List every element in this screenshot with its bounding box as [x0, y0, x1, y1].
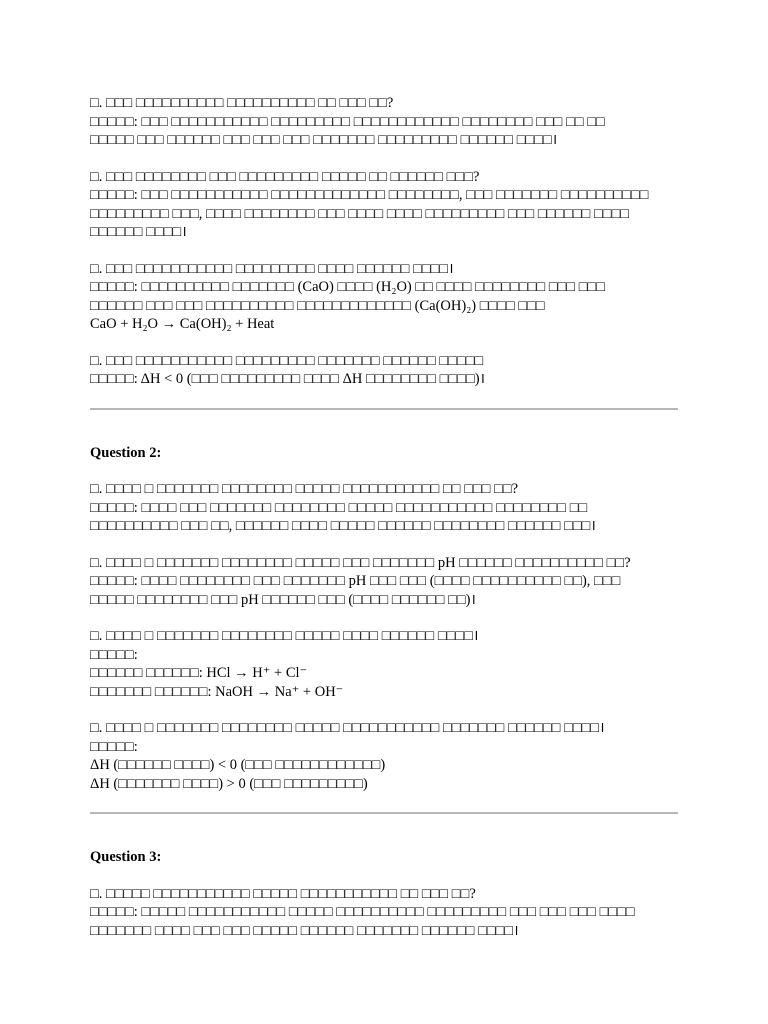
- answer-line: □□□□□: □□□□ □□□ □□□□□□□ □□□□□□□□ □□□□□ □□□□□□□□□□□ □□□□□□□□ □□: [90, 499, 588, 516]
- answer-line: □□□□□: □□□□□□□□□□ □□□□□□□ (CaO) □□□□ (H₂O) □□ □□□□ □□□□□□□□ □□□ □□□: [90, 279, 606, 295]
- section-1: [90, 94, 678, 389]
- question-3-1: [90, 885, 678, 941]
- answer-line: □□□□□:: [90, 646, 138, 663]
- section-heading: Question 2:: [90, 444, 162, 461]
- question-text: □. □□□ □□□□□□□□ □□□ □□□□□□□□□ □□□□□ □□ □□□□□□ □□□?: [90, 168, 480, 185]
- question-text: □. □□□□ □ □□□□□□□ □□□□□□□□ □□□□□ □□□ □□□□□□□ pH □□□□□□ □□□□□□□□□□ □□?: [90, 554, 631, 571]
- question-text: □. □□□ □□□□□□□□□□□ □□□□□□□□□ □□□□□□□ □□□□□□ □□□□□: [90, 352, 484, 369]
- question-text: □. □□□□ □ □□□□□□□ □□□□□□□□ □□□□□ □□□□□□□□□□□ □□ □□□ □□?: [90, 481, 519, 497]
- answer-line: □□□□□□□ □□□□ □□□ □□□ □□□□□ □□□□□□ □□□□□□□ □□□□□□ □□□□।: [90, 922, 519, 939]
- question-text: □. □□□□□ □□□□□□□□□□□ □□□□□ □□□□□□□□□□□ □□ □□□ □□?: [90, 885, 476, 902]
- chemical-equation: □□□□□□□ □□□□□□: NaOH → Na⁺ + OH⁻: [90, 683, 344, 700]
- section-2: [90, 444, 678, 794]
- chemical-equation: CaO + H₂O → Ca(OH)₂ + Heat: [90, 316, 275, 332]
- question-text: □. □□□□ □ □□□□□□□ □□□□□□□□ □□□□□ □□□□ □□□□□□ □□□□।: [90, 628, 479, 644]
- answer-line: □□□□□: ΔH < 0 (□□□ □□□□□□□□□ □□□□ ΔH □□□□□□□□ □□□□)।: [90, 371, 486, 387]
- question-2-3: [90, 627, 678, 701]
- answer-line: □□□□□: □□□ □□□□□□□□□□□ □□□□□□□□□ □□□□□□□□□□□□ □□□□□□□□ □□□ □□ □□: [90, 113, 605, 130]
- question-2-1: [90, 480, 678, 536]
- enthalpy-line: ΔH (□□□□□□□ □□□□) > 0 (□□□ □□□□□□□□□): [90, 775, 368, 792]
- answer-line: □□□□□□ □□□□।: [90, 224, 187, 240]
- answer-line: □□□□□ □□□ □□□□□□ □□□ □□□ □□□ □□□□□□□ □□□□□□□□□ □□□□□□ □□□□।: [90, 132, 558, 148]
- question-1-1: [90, 94, 678, 150]
- question-2-2: [90, 554, 678, 610]
- section-divider: [90, 812, 678, 814]
- answer-line: □□□□□□□□□ □□□, □□□□ □□□□□□□□ □□□ □□□□ □□□□ □□□□□□□□□ □□□ □□□□□□ □□□□: [90, 205, 630, 222]
- section-3: [90, 848, 678, 940]
- answer-line: □□□□□□□□□□ □□□ □□, □□□□□□ □□□□ □□□□□ □□□□□□ □□□□□□□□ □□□□□□ □□□।: [90, 518, 596, 534]
- enthalpy-line: ΔH (□□□□□□ □□□□) < 0 (□□□ □□□□□□□□□□□□): [90, 757, 386, 773]
- question-2-4: [90, 719, 678, 793]
- section-divider: [90, 408, 678, 410]
- question-1-3: [90, 260, 678, 334]
- answer-line: □□□□□: □□□ □□□□□□□□□□□ □□□□□□□□□□□□□ □□□□□□□□, □□□ □□□□□□□ □□□□□□□□□□: [90, 187, 649, 203]
- question-text: □. □□□□ □ □□□□□□□ □□□□□□□□ □□□□□ □□□□□□□□□□□ □□□□□□□ □□□□□□ □□□□।: [90, 720, 605, 736]
- question-text: □. □□□ □□□□□□□□□□□ □□□□□□□□□ □□□□ □□□□□□ □□□□।: [90, 260, 454, 277]
- question-1-2: [90, 168, 678, 242]
- answer-line: □□□□□: □□□□□ □□□□□□□□□□□ □□□□□ □□□□□□□□□□ □□□□□□□□□ □□□ □□□ □□□ □□□□: [90, 904, 635, 920]
- answer-line: □□□□□□ □□□ □□□ □□□□□□□□□□ □□□□□□□□□□□□□ (Ca(OH)₂) □□□□ □□□: [90, 297, 545, 314]
- section-heading: Question 3:: [90, 849, 162, 865]
- question-1-4: [90, 352, 678, 389]
- answer-line: □□□□□: □□□□ □□□□□□□□ □□□ □□□□□□□ pH □□□ □□□ (□□□□ □□□□□□□□□□ □□), □□□: [90, 573, 621, 589]
- answer-line: □□□□□:: [90, 738, 138, 755]
- question-text: □. □□□ □□□□□□□□□□ □□□□□□□□□□ □□ □□□ □□?: [90, 95, 394, 111]
- chemical-equation: □□□□□□ □□□□□□: HCl → H⁺ + Cl⁻: [90, 665, 308, 681]
- answer-line: □□□□□ □□□□□□□□ □□□ pH □□□□□□ □□□ (□□□□ □□□□□□ □□)।: [90, 591, 476, 608]
